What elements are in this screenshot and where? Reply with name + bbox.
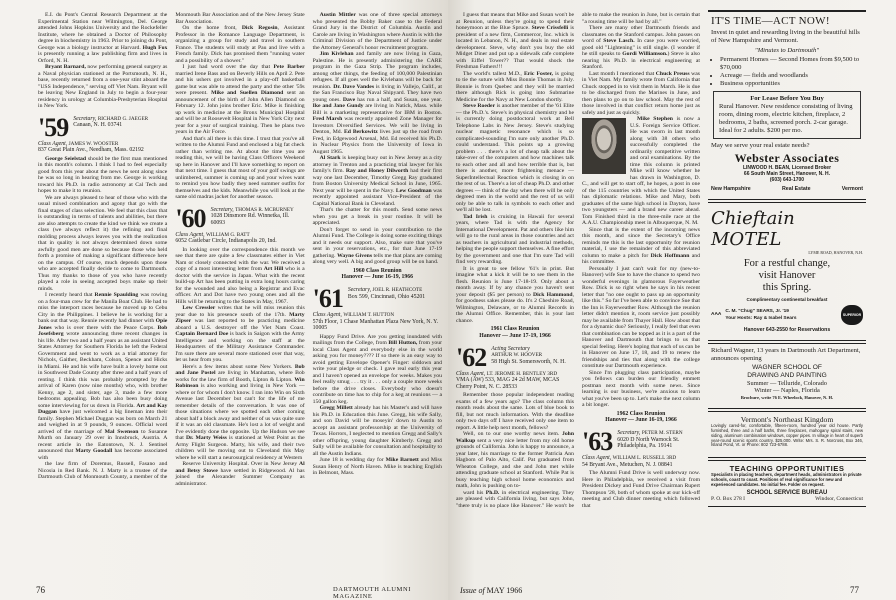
running-footer: DARTMOUTH ALUMNI MAGAZINE: [333, 586, 411, 600]
classmate-name: Mike Barnett: [385, 457, 419, 464]
agent-name: WILLIAM L. RUSSELL 3RD: [612, 455, 677, 462]
paragraph: Bryant Barnard, now performing general surgery as a Naval physician stationed at the Portsmouth, N. H., base, recently returned from a one-year stint aboard the "USS Independence," serving off Viet Nam. Bryant will be leaving New England in July to begin a four-year residency in urology at Columbia-Presbyterian Hospital in New York.: [38, 64, 168, 109]
agent-role: Class Agent,: [38, 140, 68, 147]
motel-hosts: Your Hosts: Ray & Isabel Sears: [725, 315, 797, 321]
classmate-name: Steve Lasch.: [603, 38, 635, 44]
classmate-name: Lew Cressler: [182, 305, 216, 312]
class-year: '63: [582, 427, 613, 457]
paragraph: the law firm of Doremus, Russell, Fasano and Nicosia in Red Bank. N. J. Marty is a trustee of the Dartmouth Club of Monmouth County, a member of the Monmouth Bar Association and of the New Jersey State Bar Association.: [38, 12, 305, 481]
agent-role: Class Agent,: [175, 231, 205, 238]
paragraph: Since I'm plugging class participation, maybe you fellows can burden our friendly emmett postman next month with some news. Since learning is our business, we're anxious to learn what you've been up to. Let's make the next column a bit longer.: [582, 369, 700, 408]
classmate-name: Dick Hoffmann: [650, 252, 690, 259]
ad-headline: IT'S TIME—ACT NOW!: [711, 15, 830, 27]
realty-ad: [708, 10, 866, 196]
paragraph: Jim Kivlehan and family are now living in Gaza, Palestine. He is presently administering the CARE program in the Gaza Strip. The program includes, among other things, the feeding of 100,000 Palestinian refugees. If all goes well the Kivlehans will be back for reunion. Dr. Dave Vandes is living in Vallejo, Calif., at the San Francisco Bay Naval Shipyard. They have two young ones. Dave has run a half, and Susan, one year. Ike and Jane Gundy are living in Natick, Mass. while Bill is a marketing representative for IBM in Boston. Fred Marsh was recently appointed Zone Manager for Investors Diversified Services. We will be living in Denton, Md. Ed Berkowitz lives just up the road from Fred, in Edgewood Arsenal, Md. Ed received his Ph.D. in Nuclear Physics from the University of Iowa in August 1965.: [312, 51, 442, 155]
paragraph: Tad Irish is cruising in Hawaii for several years, where Tad is with the Agency for International Development. Pat and others like him will go to the rural areas in those countries and act as teachers in agricultural and industrial methods, helping the people support themselves. A fine effort by the government and one that I'm sure Tad will find very rewarding.: [456, 213, 574, 265]
classmate-name: Rennie Spaulding: [94, 292, 139, 299]
classmate-name: Al Stark: [319, 155, 341, 161]
reunion-notice: [313, 268, 442, 282]
class-year: '59: [38, 112, 69, 142]
class-agent: [582, 455, 700, 468]
agent-address: 6052 Castlebar Circle, Indianapolis 20, Ind.: [175, 238, 277, 245]
ad-text: Lovingly cared-for, comfortable, fifteen-room, hundred year old house. Partly furnished, three and a half baths, three fireplaces, mahogany spiral stairs, new siding, aluminum combination windows, copper pipes. In village in heart of superb year-round scenic sports country. $25,000. Write: Mrs. S. R. Norcross, Box 346, Island Pond, Vt. or Phone: 802 723-6788.: [711, 423, 863, 448]
footer-state: Vermont: [841, 185, 863, 192]
classmate-name: Marty Zipser: [175, 311, 305, 325]
class-61-header: [312, 284, 442, 332]
paragraph: I guess that means that Mike and Susan won't be at Reunion, unless they're going to spend their honeymoon at the Blue Spruce. Steve Crissfelli is president of a new firm, Commercor, Inc. which is located in Lebanon, N. H., and deals in real estate development. Steve, why don't you buy the old Midget Diner and put up a sidewalk cafe complete with Eiffel Tower?? That would shock the Freshman Fathers!!!: [456, 12, 574, 70]
secretary-name: RICHARD G. JAEGER: [97, 115, 149, 122]
right-page-columns: [456, 12, 700, 509]
paragraph: Remember those popular independent reading exams of a few years ago? The class column this month reads about the same. Lots of blue book to fill, but not much information. With the deadline only two days off I have received only one item to report. A little help next month, fellows?: [456, 392, 574, 431]
class-62-header: [456, 342, 574, 391]
town: Windsor, Connecticut: [815, 495, 863, 502]
paragraph: Since that is the extent of the incoming news this month, and since the Secretary's Office reminds me this is the last opportunity for reunion material, I use the remainder of this abbreviated column to make a pitch for Dick Hoffmann and his committee.: [582, 226, 700, 265]
classmate-name: Mal Swenson: [104, 428, 139, 435]
paragraph: Don't forget to send in your contribution to the Alumni Fund. The College is doing some exciting things and it needs our support. Also, make sure that you've sent in your reservations, etc., for that June 17-19 gathering. Wayne Givens tells me that plans are coming along very well. A big and good group will be on hand.: [312, 226, 442, 265]
paragraph: And that's all there is this time. I trust that you've all written to the Alumni Fund and enclosed a big fat check rather than writing me. At about the time you are reading this, we will be having Class Officers Weekend up here in Hanover and I'll have something to report on that next time. I guess that most of your golf swings are unlimbered, summer is coming up and your wives want to remind you how badly they need summer outfits for themselves and the kids. Meanwhile you will look at the same old madras jacket for another season.: [175, 135, 305, 200]
classmate-name: Mike Stephen: [637, 116, 673, 122]
classmate-name: Al and Betsy Stowe: [175, 461, 305, 474]
column-text: [582, 470, 700, 509]
paragraph: Lew Cressler writes that he will miss reunion this year due to his presence south of the 17th. Marty Zipser was last reported to be practicing medicine aboard a U.S. destroyer off the Viet Nam Coast. Captain Bernard Doe is back in Saigon with the Army Intelligence and working on the staff at the Headquarters of the Military Assistance Commander. I'm sure there are several more stationed over that way, let us hear from you.: [175, 305, 305, 364]
aaa-badge: AAA: [711, 312, 722, 318]
teaching-ad: [708, 457, 866, 506]
reunion-title: 1962 Class Reunion: [616, 410, 666, 417]
classmate-name: Win Robinson: [175, 376, 305, 390]
address: 66 South Main Street, Hanover, N. H.: [743, 171, 831, 178]
ad-headline: TEACHING OPPORTUNITIES: [729, 464, 845, 474]
classmate-name: Steve Crissfelli: [531, 25, 569, 31]
paragraph: On the home front, Dick Regosin, Assistant Professor in the Romance Language Department, is organizing a group for study and travel in southern France. The students will study at Pau and live with a French family. Dick has promised them "running water and a possibility of a shower.": [175, 25, 305, 64]
paragraph: ward his Ph.D. in electrical engineering. They are pleased with California living, but says John, "there truly is no place like Hanover." He won't be able to make the reunion in June, but is certain that "a rousing time will be had by all.": [456, 12, 700, 509]
column-text: [38, 12, 167, 110]
class-year: '61: [312, 284, 343, 314]
classmate-name: Ray and Honey Dilworth: [345, 168, 409, 174]
classmate-name: Dave: [342, 96, 356, 103]
motel-ad: [708, 199, 866, 337]
secretary-address: 58 High St. Somersworth, N. H.: [491, 358, 566, 365]
summer-location: Summer — Telluride, Colorado: [747, 379, 827, 387]
paragraph: It is great to see fellow '61's in print. But imagine what a kick it will be to see them in the flesh. Reunion is June 17-18-19. Only about a month away. If by any chance you haven't sent your deposit ($5 per person) to Dick Hammond, for goodness sakes please do. It's 2 Cheshire Road, Wilmington, Delaware, or to Alumni Records in the Alumni Office. Remember, this is your last chance.: [456, 265, 574, 324]
classmate-name: Jim Kivlehan: [319, 51, 354, 57]
column-text: [456, 392, 574, 490]
classmate-name: Chuck Preuss: [655, 70, 690, 77]
class-60-header: [175, 203, 304, 245]
class-agent: [175, 232, 304, 245]
motel-owner: C. M. "Chug" SEARS, Jr. '19: [725, 308, 789, 314]
agent-role: Class Agent,: [456, 370, 486, 377]
secretary-role: Acting Secretary: [491, 345, 530, 352]
reunion-dates: Hanover — June 17-19, 1966: [479, 332, 551, 339]
column-text: [38, 156, 167, 462]
paragraph: The world's tallest M.D., Eric Foster, is going to tie the suture with Miss Bonnie Thomas in July. Bonnie is from Quebec and they will be married there although Rick is going into Submarine Medicine for the Navy at New London shortly.: [456, 70, 574, 103]
paragraph: Reserve University Hospital. Over in New Jersey Al and Betsy Stowe have settled in Ridgewood. Al has joined the Alexander Summer Company as administrator.: [175, 461, 305, 487]
page-number: 76: [36, 585, 45, 595]
column-text: [313, 334, 442, 477]
classmate-name: Hugh Fox: [142, 44, 168, 51]
motel-logo: [711, 208, 863, 250]
classmate-name: Ed Berkowitz: [343, 129, 378, 135]
paragraph: There are many other Dartmouth friends and classmates on the Stanford campus. John passes on word of Steve Lasch. In case you were worried, good old "Lightening" is still single. (I wonder if he still speaks to Gordi Williamson.) Steve is also nearing his Ph.D. in electrical engineering at Stanford.: [582, 25, 700, 70]
secretary-address: Canaan, N. H. 03741: [73, 122, 123, 129]
paragraph: George Seielstad should be the first man mentioned in this month's column. I think I had to feel especially good from this year about the news he sent along since he was so long in hearing from me. George is working toward his Ph.D. in radio astronomy at Cal Tech and hopes to make it to reunion.: [38, 155, 168, 195]
paragraph: June 18 is wedding day for Mike Barnett and Miss Susan Henry of North Haven. Mike is teaching English in Belmont, Mass.: [312, 457, 442, 477]
paragraph: Personally I just can't wait for my (new-to-Hanover) wife Sue to have the chance to spend two wonderful evenings in glamorous Fayerweather Row. Dick is so right when he says in his recent letter that "no one ought to pass up an opportunity like this." So far I've been able to convince Sue that the Inn is Fayerweather Row. Although the reunion letter didn't mention it, room service just possibly may be available from Thayer Hall. How about that for a dynamic duo? Seriously, I really feel that even that combination can be topped as it is a part of the Hanover and Dartmouth that brings to us that special feeling. Here's hoping that each of us can be in Hanover on June 17, 18, and 19 to renew the friendships and ties that along with the college constitute our Dartmouth experience.: [582, 265, 700, 369]
classmate-name: Tad Irish: [463, 213, 488, 220]
winter-location: Winter — Naples, Florida: [754, 386, 820, 394]
agent-address: 57th Floor, 1 Chase Manhattan Plaza New York, N. Y. 10005: [312, 318, 439, 332]
paragraph: Here's a few items about some New Yorkers. Bob and Jane Postel are living in Manhattan, where Bob works for the law firm of Booth, Lipton & Lipton. Win Robinson is also working and living in New York — where or for whom I don't know. I ran into Win on Sixth Avenue last December but can't for the life of me remember details of the conversation. It was one of those situations where we spotted each other coming about half a block away and neither of us was quite sure if it was an old classmate. He's lost a lot of weight and I've evidently done the opposite. Up the Hudson we see that Dr. Marty Weiss is stationed at West Point as the Army Flight Surgeon. Marty, his wife, and their two children will be moving out to Cleveland this May where he will start a neurosurgical residency at Western: [175, 363, 305, 461]
ad-bullets: [711, 56, 863, 87]
lease-text: Rural Hanover. New residence consisting of living room, dining room, electric kitchen, fireplace, 2 bedrooms, 2 baths, screened porch. 2-car garage. Ideal for 2 adults. $200 per mo.: [719, 103, 853, 134]
bureau-name: SCHOOL SERVICE BUREAU: [746, 489, 828, 496]
classmate-name: Dick Regosin: [241, 25, 278, 31]
paragraph: We are always pleased to hear of those who with the usual mixed combination and agony that go with the final stages of class selection. We feel that this class that is outstanding in terms of talents and abilities, but there are also attempts to create the kind we think we create a class (we always reflect it) the refining and final molding process always leaves you with the realization that in quality is not always determined down some awfully good men are done so because those who held forth a promise of making a significant difference here on the campus. Of course, much depends upon those who are accepted finally decide to come to Dartmouth. Thus my thanks to those of you who have recently played a role in seeing accepted boys make up their minds.: [38, 194, 168, 292]
classmate-name: Dick Hammond: [532, 291, 573, 298]
classmate-name: Eric Foster,: [523, 70, 553, 77]
classmate-name: Gregg Millett: [319, 405, 353, 412]
classmate-name: Wayne Givens: [337, 252, 373, 259]
lease-title: For Lease Before You Buy: [750, 94, 824, 102]
secretary-name: JOEL R. HEATHCOTE: [372, 287, 423, 294]
company-name: Webster Associates: [734, 151, 840, 166]
ad-tagline: "Minutes to Dartmouth": [754, 46, 820, 54]
vermont-house-ad: [708, 408, 866, 454]
paragraph: Well, on to our one worthy news item. John Walkup sent a very nice letter from my old home grounds of California. John is happy to announce, a year later, his marriage to the former Patricia Ann Hagbom of Palo Alto, Calif. Pat graduated from Wheaton College, and she and John met while attending graduate school at Stanford. While Pat is busy teaching high school home economics and math, John is pushing on to-: [456, 431, 574, 490]
breakfast-note: Complimentary continental breakfast: [746, 296, 828, 302]
issue-prefix: Issue of: [460, 586, 485, 595]
issue-date: MAY 1966: [486, 586, 523, 595]
superior-cloverleaf-icon: SUPERIOR: [841, 305, 863, 325]
wagner-school-ad: [708, 340, 866, 405]
paragraph: That's the chatter for this month. Send some news when you get a break in your routine. It will be appreciated.: [312, 207, 442, 226]
classmate-name: George Seielstad: [45, 155, 86, 162]
brochure-address: Brochure, write 76 E. Wheelock, Hanover, N. H.: [740, 394, 834, 400]
classmate-name: Dr. Marty Weiss: [185, 435, 227, 442]
reunion-title: 1960 Class Reunion: [353, 267, 402, 274]
motel-phone: Hanover 643-2550 for Reservations: [743, 326, 831, 333]
classmate-name: Ph.D.: [485, 489, 500, 496]
paragraph: I just had word over the day that Pete Barber married Irene Bass and on Beverly Hills on April 2. Pete and his ushers got involved in a play-off basketball game but was able to attend the party and the other '59s were present. Mike and Suellen Diamond sent an announcement of the birth of John Allen Diamond on February 12. John joins brother Eric. Mike is finishing up work in medicine at the Bronx Municipal Hospital and will be at Roosevelt Hospital in New York City next year for a year of surgical training. Then he plans two years in the Air Force.: [175, 64, 305, 135]
classmate-name: Bob Josefsberg: [38, 324, 168, 338]
ad-headline: Vermont's Northeast Kingdom: [740, 415, 834, 425]
reunion-dates: Hanover — June 16-19, 1966: [341, 274, 414, 281]
agent-address: 54 Bryant Ave., Metuchen, N. J. 08841: [582, 461, 673, 468]
phone: (603) 643-1700: [769, 176, 805, 183]
ad-intro: Invest in quiet and rewarding living in the beautiful hills of New Hampshire and Vermont.: [711, 29, 860, 44]
reunion-notice: [456, 326, 574, 340]
class-agent: [313, 312, 442, 332]
motel-location: LYME ROAD, HANOVER, N.H.: [808, 249, 863, 255]
advertisements-column: [708, 10, 866, 507]
column-text: [456, 12, 574, 324]
lease-box: [713, 91, 861, 139]
classmate-name: Steve Roeder: [463, 103, 496, 109]
ad-intro: Richard Wagner, 13 years in Dartmouth Art Department, announces opening: [711, 346, 861, 362]
motel-headline: visit Hanover: [758, 269, 816, 281]
ad-question: May we serve your real estate needs?: [711, 141, 810, 149]
portrait-photo: [582, 118, 626, 174]
classmate-name: Mike and Suellen Diamond: [211, 90, 284, 96]
classmate-name: Art Hill: [263, 266, 284, 273]
column-text: [175, 247, 304, 462]
school-name: DRAWING AND PAINTING: [747, 371, 827, 379]
secretary-address: Box 599, Cincinnati, Ohio 45201: [347, 293, 426, 300]
classmate-name: Lew Goodman: [395, 187, 432, 194]
classmate-name: Bryant Barnard,: [45, 64, 86, 70]
classmate-name: Captain Bernard Doe: [175, 331, 229, 338]
left-page-columns: [38, 12, 442, 487]
class-year: '62: [456, 342, 487, 372]
classmate-name: Marty Goodall: [75, 448, 113, 455]
secretary-role: Secretary,: [210, 206, 234, 213]
school-name: WAGNER SCHOOL OF: [752, 364, 822, 372]
paragraph: Steve Roeder is another member of the '61 Elite — the Ph.D.'s. Steve's in physical chemistry and he is currently doing postdoctoral work at Bell Telephone Labs in New Jersey. Steve's studying nuclear magnetic resonance which is so complicated-sounding I'm sure only another Ph.D. could understand. This points up a growing problem . . . there's a lot of cheap talk about the take-over of the computers and how machines talk to each other and all and how terrible that is, but there is another, more frightening menace — SuperIntellectual Reaction which is closing in on the rest of us. There's a lot of cheap Ph.D. and other degrees — think of the day when there will be only degreed men in the world and the rest of us will only be able to talk in symbols to each other and we'll all be lost.: [456, 103, 574, 213]
paragraph: I recently heard that Rennie Spaulding was rowing on a four-man crew for the Manila Boat Club. He had to miss the interport races because he moved up to Cebu City in the Philippines. I believe he is working for a bank out that way. Rennie recently had dinner with Opie Jones who is over there with the Peace Corps. Bob Josefsberg wrote announcing three recent changes in his life. After two and a half years as an assistant United States Attorney for Southern Florida he left the Federal Government and went to work as a trial attorney for Nichols, Gaither, Beckham, Colson, Spence and Hicks in Miami. He and his wife have built a lovely home out in Southwest Dade County after three and a half years of renting. I think this was probably prompted by the arrival of Karen (now nine months) who, with brother Kenny, age 2, and sister, age 3, made a few more bedrooms appealing. Bob has also been busy doing some interviewing for us down in Florida. Art and Kay Duggan have just welcomed a big lineman into their family. Stephen Michael Duggan was born on March 21 and weighed in at 9 pounds, 9 ounces. Official word arrived of the marriage of Mal Swenson to Susanne Murth on January 29 over in Innsbruck, Austria. A recent article in the Eatontown, N. J. Sentinel announced that Marty Goodall has become associated with: [38, 292, 168, 461]
secretary-address: 1028 Dinsmore Rd. Winnetka, Ill. 60093: [210, 213, 290, 226]
agent-name: JAMES W. WOOSTER: [68, 140, 119, 147]
secretary-role: Secretary,: [617, 430, 641, 437]
classmate-name: Dr. Dave Vandes: [333, 83, 375, 90]
secretary-name: ARTHUR W. HOOVER: [491, 352, 543, 359]
classmate-name: Ike and Jane Gundy: [312, 103, 364, 109]
paragraph: Mike Stephen is now a U.S. Foreign Service Officer. He was sworn in last month along with 38 others who successfully completed the ordinarily competitive written and oral examinations. By the time this column is printed Mike will know whether he has drawn in Washington, D. C., and will get to start off, he hopes, a post in one of the 115 countries with which the United States has diplomatic relations. Mike and Mary, both graduates of the same high school in Dayton, have two youngsters — and a brand new career ahead. Tom Finished third in the three-mile race at the A.A.U. Championship meet in Albuquerque, N. M.: [582, 116, 700, 226]
classmate-name: Bill Hutton,: [388, 340, 418, 347]
motel-logo-text: Chieftain MOTEL: [711, 207, 795, 250]
agent-address: 837 Great Plain Ave., Needham, Mass. 02192: [38, 147, 144, 154]
paragraph: E.I. du Pont's Central Research Department at the Experimental Station near Wilmington, Del. George attended Johns Hopkins University and the Rockefeller Institute, where he obtained a Doctor of Philosophy degree in biochemistry in 1963. Prior to joining du Pont, George was a biology instructor at Harvard. Hugh Fox is presently running a law publishing firm and lives in Orford, N. H.: [38, 12, 168, 64]
motel-headline: this Spring.: [762, 281, 812, 293]
classmate-name: Pete Barber: [273, 64, 305, 70]
motel-headline: For a restful change,: [743, 257, 831, 269]
paragraph: The Alumni Fund Drive is well underway now. Here in Philadelphia, we received a visit from President Dickey and Fund Drive Chairman Rupert Thompson '28, both of whom spoke at our kick-off meeting and Club dinner meeting which followed that: [582, 470, 700, 509]
class-agent: [456, 371, 574, 391]
paragraph: Happy Fund Drive. Are you getting inundated with mailings from the College, from Bill Hutton, from your local Class Agent and everybody else in the world asking you for money???? If so there is an easy way to avoid getting Envelope Opener's Finger: siddown and write your pledge or check. I gave real early this year and I haven't opened an envelope for weeks. Makes you feel really smug . . . try it . . . only a couple more weeks before the drive closes. Everybody who doesn't contribute on time has to chip for a keg at reunions — a 150 gallon keg.: [312, 333, 442, 405]
reunion-title: 1961 Class Reunion: [490, 326, 540, 332]
paragraph: Last month I mentioned that Chuck Preuss was in Viet Nam. My family wrote from California that Chuck stopped in to visit them in March. He is due to be discharged from the Marines in June, and then plans to go on to law school. May the rest of those involved in that conflict return home just as safely and just as quickly.: [582, 70, 700, 116]
classmate-name: Bob and Jane Postel: [175, 363, 305, 377]
footer-state: New Hampshire: [711, 185, 751, 192]
class-agent: [38, 141, 167, 154]
paragraph: Austin Mittler was one of three special attorneys who presented the Bobby Baker case to the Federal Grand Jury in the District of Columbia. Austin and Carole are living in Washington where Austin is with the Criminal Division of the Department of Justice under the Attorney General's honor recruitment program.: [312, 12, 442, 51]
issue-line: [460, 586, 522, 595]
ad-bullet: • Permanent Homes — Second Homes from $9,500 to $70,000: [720, 56, 863, 72]
page-number: 77: [850, 585, 859, 595]
secretary-name: THOMAS R. MCBURNEY: [235, 206, 294, 213]
classmate-name: John Walkup: [456, 431, 574, 444]
paragraph: Al Stark is keeping busy out in New Jersey as a city attorney in Trenton and a practicing trial lawyer for his family's firm. Ray and Honey Dilworth had their first way one last December, Timothy Gregg Ray graduated from Boston University Medical School in June, 1965. Next year will be spent in the Navy. Lew Goodman was recently appointed assistant Vice-President of the Capital National Bank in Cleveland.: [312, 155, 442, 207]
po-box: P. O. Box 278 I: [711, 495, 745, 502]
reunion-notice: [582, 411, 700, 425]
classmate-name: Fred Marsh: [312, 116, 343, 122]
class-59-header: [38, 112, 167, 154]
secretary-role: Secretary,: [347, 287, 372, 294]
broker: LINWOOD H. BEAN, Licensed Broker: [742, 165, 832, 172]
agent-role: Class Agent,: [312, 312, 342, 319]
footer-label: Real Estate: [781, 185, 811, 192]
secretary-name: PETER M. STERN: [641, 430, 683, 437]
classmate-name: Opie Jones: [38, 318, 168, 331]
agent-name: WILLIAM G. BATT: [205, 231, 250, 238]
agent-role: Class Agent,: [582, 455, 612, 462]
secretary-role: Secretary,: [73, 115, 97, 122]
classmate-name: Art and Kay Duggan: [38, 402, 168, 416]
reunion-dates: Hanover — June 16-19, 1966: [605, 417, 677, 424]
class-63-header: [582, 427, 700, 468]
secretary-address: 6020 D North Warnock St. Philadelphia, Pa. 19141: [617, 436, 680, 450]
class-year: '60: [175, 203, 206, 233]
paragraph: In looking over the correspondence this month we see that there are quite a few classmates either in Viet Nam or closely connected with the war. We received a copy of a most interesting letter from Art Hill who is a doctor with the service in Japan. What with the recent build-up Art has been putting in extra long hours caring for the wounded and also being a Registrar and Evac officer. Art and Dot have two young ones and all the Hills will be returning to the States in May, 1967.: [175, 246, 305, 305]
paragraph: Gregg Millett already has his Master's and will have his Ph.D. in Education this June. Gregg, his wife Sally, and son David will be moseyin' down to Austin to accept an assistant professorship at the University of Texas. Horrors, I neglected to mention Gregg and Sally's other offspring, young daughter Kimberly. Gregg and Sally will be available for consultation and hospitality to all the Austin Indians.: [312, 405, 442, 457]
agent-address: VMA (AW) 533, MAG 24 2d MAW, MCAS Cherry Point, N. C. 28533: [456, 377, 560, 390]
classmate-name: Austin Mittler: [319, 12, 356, 18]
ad-bullet: • Business opportunities: [720, 80, 863, 88]
ad-bullet: • Acreage — fields and woodlands: [720, 72, 863, 80]
agent-name: LT. JEROME H. BENTLEY 3RD: [486, 370, 558, 377]
ad-text: Specialists in placing teachers, department heads, administrators in private schools, coast to coast. Positions of real significance for new and experienced candidates. No initial fee. Folder on request.: [711, 472, 862, 487]
agent-name: WILLIAM T. HUTTON: [343, 312, 395, 319]
classmate-name: Gordi Williamson.: [622, 51, 668, 57]
